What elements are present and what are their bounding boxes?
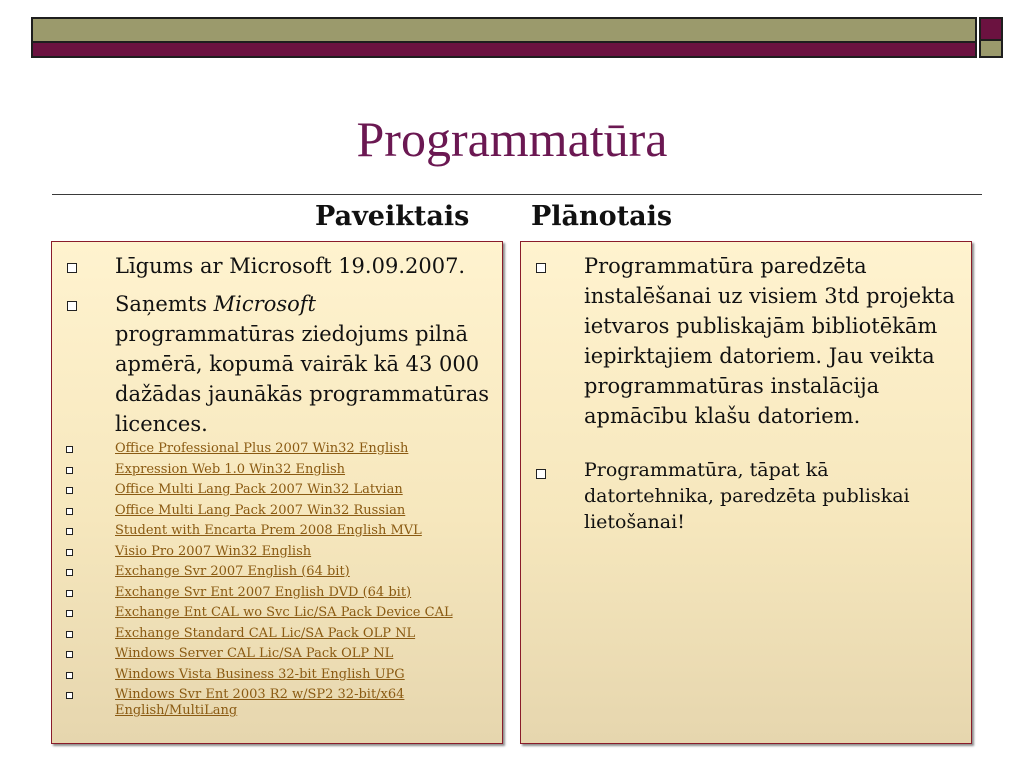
installation-plan-text: Programmatūra paredzēta instalēšanai uz visiem 3td projekta ietvaros publiskajām bibliotēkām iepirktajiem datoriem. Jau veikta programmatūras instalācija apmācību klašu datoriem.	[584, 254, 955, 428]
list-item	[52, 667, 496, 683]
title-divider	[52, 194, 982, 195]
list-item	[52, 544, 496, 560]
software-link[interactable]: Student with Encarta Prem 2008 English MVL	[115, 523, 422, 538]
donation-text-pre: Saņemts	[115, 292, 214, 316]
list-item	[52, 523, 496, 539]
software-link[interactable]: Office Multi Lang Pack 2007 Win32 Latvian	[115, 482, 403, 497]
list-item	[521, 251, 963, 431]
list-item	[52, 605, 496, 621]
software-link[interactable]: Visio Pro 2007 Win32 English	[115, 543, 312, 559]
list-item	[52, 482, 496, 498]
left-panel	[51, 241, 503, 744]
square-bullet-icon	[66, 446, 73, 453]
software-link[interactable]: Office Multi Lang Pack 2007 Win32 Russian	[115, 502, 406, 518]
right-main-list	[521, 242, 971, 535]
square-bullet-icon	[67, 263, 77, 273]
software-link[interactable]: Windows Server CAL Lic/SA Pack OLP NL	[115, 646, 394, 661]
list-item	[521, 457, 963, 535]
square-bullet-icon	[67, 301, 77, 311]
left-column-heading: Paveiktais	[315, 201, 470, 232]
right-panel	[520, 241, 972, 744]
software-link[interactable]: Exchange Ent CAL wo Svc Lic/SA Pack Device CAL	[115, 605, 453, 620]
list-item	[52, 289, 494, 439]
list-item	[52, 646, 496, 662]
list-item	[52, 626, 496, 642]
software-link[interactable]: Windows Vista Business 32-bit English UPG	[115, 666, 405, 682]
software-link[interactable]: Exchange Svr Ent 2007 English DVD (64 bit)	[115, 584, 412, 600]
square-bullet-icon	[66, 631, 73, 638]
public-use-text: Programmatūra, tāpat kā datortehnika, paredzēta publiskai lietošanai!	[584, 459, 910, 533]
square-bullet-icon	[66, 651, 73, 658]
corner-square-bottom	[979, 41, 1003, 58]
square-bullet-icon	[66, 549, 73, 556]
software-link[interactable]: Office Professional Plus 2007 Win32 English	[115, 441, 409, 456]
donation-text-emphasis: Microsoft	[213, 292, 316, 316]
software-link[interactable]: Exchange Svr 2007 English (64 bit)	[115, 564, 350, 579]
list-item	[52, 441, 496, 457]
slide-title: Programmatūra	[356, 111, 668, 167]
square-bullet-icon	[536, 263, 546, 273]
software-links-list	[52, 441, 502, 719]
software-link[interactable]: Expression Web 1.0 Win32 English	[115, 461, 346, 477]
square-bullet-icon	[66, 528, 73, 535]
right-column-heading: Plānotais	[531, 201, 673, 232]
list-item	[52, 503, 496, 519]
top-bar-stripe	[31, 43, 977, 58]
software-link[interactable]: Exchange Standard CAL Lic/SA Pack OLP NL	[115, 625, 416, 641]
square-bullet-icon	[536, 469, 546, 479]
donation-text-post: programmatūras ziedojums pilnā apmērā, kopumā vairāk kā 43 000 dažādas jaunākās programmatūras licences.	[115, 322, 490, 436]
list-item	[52, 251, 494, 281]
list-item	[52, 585, 496, 601]
corner-square-top	[979, 17, 1003, 41]
square-bullet-icon	[66, 692, 73, 699]
list-item	[52, 687, 496, 719]
square-bullet-icon	[66, 610, 73, 617]
square-bullet-icon	[66, 569, 73, 576]
square-bullet-icon	[66, 467, 73, 474]
square-bullet-icon	[66, 672, 73, 679]
list-item	[52, 564, 496, 580]
left-main-list	[52, 242, 502, 439]
square-bullet-icon	[66, 590, 73, 597]
top-bar	[31, 17, 977, 43]
list-item	[52, 462, 496, 478]
agreement-text: Līgums ar Microsoft 19.09.2007.	[115, 254, 466, 278]
square-bullet-icon	[66, 508, 73, 515]
software-link[interactable]: Windows Svr Ent 2003 R2 w/SP2 32-bit/x64 English/MultiLang	[115, 687, 405, 718]
square-bullet-icon	[66, 487, 73, 494]
